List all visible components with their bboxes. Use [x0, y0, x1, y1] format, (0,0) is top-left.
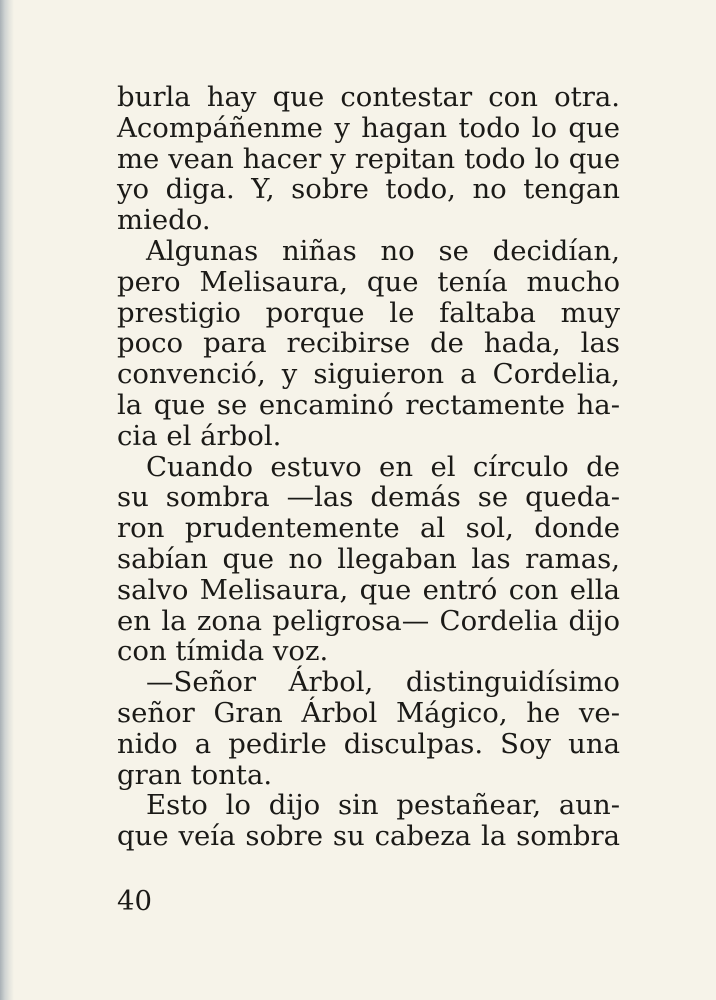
text-line: la que se encaminó rectamente ha-: [117, 388, 620, 421]
page-body-text: [117, 82, 620, 852]
text-line: —Señor Árbol, distinguidísimo: [146, 666, 620, 699]
text-line: Algunas niñas no se decidían,: [146, 234, 620, 267]
text-line: con tímida voz.: [117, 635, 329, 668]
text-line: gran tonta.: [117, 758, 273, 791]
text-line: miedo.: [117, 204, 211, 237]
text-line: ron prudentemente al sol, donde: [117, 512, 620, 545]
paragraph-4: [117, 667, 620, 790]
text-line: Acompáñenme y hagan todo lo que: [117, 111, 620, 144]
text-line: burla hay que contestar con otra.: [117, 81, 620, 113]
paragraph-3: [117, 452, 620, 668]
text-line: cia el árbol.: [117, 419, 282, 452]
text-line: salvo Melisaura, que entró con ella: [117, 573, 620, 606]
text-line: yo diga. Y, sobre todo, no tengan: [117, 173, 620, 206]
text-line: pero Melisaura, que tenía mucho: [117, 265, 620, 298]
text-line: nido a pedirle disculpas. Soy una: [117, 727, 620, 760]
text-line: señor Gran Árbol Mágico, he ve-: [117, 696, 620, 729]
text-line: que veía sobre su cabeza la sombra: [117, 820, 620, 853]
text-line: su sombra —las demás se queda-: [117, 481, 620, 514]
paragraph-5: [117, 790, 620, 852]
text-line: Esto lo dijo sin pestañear, aun-: [146, 789, 620, 822]
text-line: sabían que no llegaban las ramas,: [117, 542, 620, 575]
page-number: 40: [117, 885, 152, 917]
text-line: convenció, y siguieron a Cordelia,: [117, 358, 620, 391]
book-spine-shadow: [0, 0, 14, 1000]
text-line: prestigio porque le faltaba muy: [117, 296, 620, 329]
text-line: me vean hacer y repitan todo lo que: [117, 142, 620, 175]
text-line: poco para recibirse de hada, las: [117, 327, 620, 360]
paragraph-2: [117, 236, 620, 452]
paragraph-1: [117, 82, 620, 236]
text-line: en la zona peligrosa— Cordelia dijo: [117, 604, 620, 637]
text-line: Cuando estuvo en el círculo de: [146, 450, 620, 483]
